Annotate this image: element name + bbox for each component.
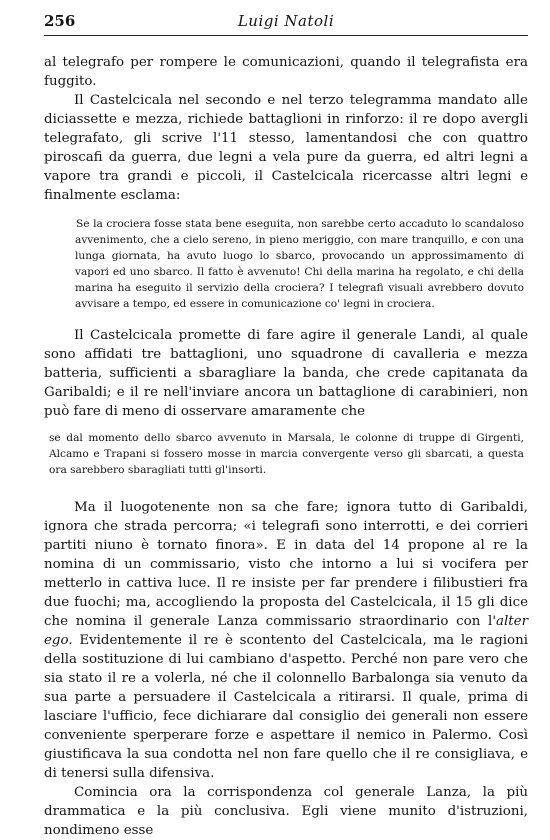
paragraph-landi: Il Castelcicala promette di fare agire il generale Landi, al quale sono affidati tre battaglioni, uno squadrone di cavalleria e mezza batteria, sufficienti a sbaragliare la banda, che crede capitanata da Garibaldi; e il re nell'inviare ancora un battaglione di carabinieri, non può fare di meno di osservare amaramente che xyxy=(44,328,528,419)
paragraph-lanza: Comincia ora la corrispondenza col generale Lanza, la più drammatica e la più conclusiva. Egli viene munito d'istruzioni, nondimeno esse xyxy=(44,785,528,838)
paragraph-luogotenente-text-2: Evidentemente il re è scontento del Castelcicala, ma le ragioni della sostituzione di lui cambiano d'aspetto. Perché non pare vero che sia stato il re a volerla, né che il colonnello Barbalonga sia venuto da sua parte a persuadere il Castelcicala a ritirarsi. Il quale, prima di lasciare l'ufficio, fece dichiarare dal consiglio dei generali non essere conveniente sperperare forze e aspettare il nemico in Palermo. Così giustificava la sua condotta nel non fare quello che il re consigliava, e di tenersi sulla difensiva. xyxy=(44,633,528,781)
block-quote-crociera: Se la crociera fosse stata bene eseguita, non sarebbe certo accaduto lo scandaloso avvenimento, che a cielo sereno, in pieno meriggio, con mare tranquillo, e con una lunga giornata, ha avuto luogo lo sbarco, provocando un approssimamento di vapori ed uno sbarco. Il fatto è avvenuto! Chi della marina ha regolato, e chi della marina ha eseguito il servizio della crociera? I telegrafi visuali avrebbero dovuto avvisare a tempo, ed essere in comunicazione co' legni in crociera. xyxy=(75,218,524,310)
header-rule xyxy=(44,35,528,36)
page-body xyxy=(44,53,528,840)
alter-ego-italic: alter ego. xyxy=(44,614,528,648)
paragraph-continuation: al telegrafo per rompere le comunicazioni, quando il telegrafista era fuggito. xyxy=(44,55,528,89)
running-head: Luigi Natoli xyxy=(237,12,335,30)
paragraph-luogotenente-text-1: Ma il luogotenente non sa che fare; ignora tutto di Garibaldi, ignora che strada percorra; «i telegrafi sono interrotti, e dei corrieri partiti niuno è tornato finora». E in data del 14 propone al re la nomina di un commissario, visto che intorno a lui si vocifera per metterlo in cattiva luce. Il re insiste per far prendere i filibustieri fra due fuochi; ma, accogliendo la proposta del Castelcicala, il 15 gli dice che nomina il generale Lanza commissario straordinario con l' xyxy=(44,500,528,629)
paragraph-castelcicala-telegram: Il Castelcicala nel secondo e nel terzo telegramma mandato alle diciassette e mezza, richiede battaglioni in rinforzo: il re dopo avergli telegrafato, gli scrive l'11 stesso, lamentandosi che con quattro piroscafi da guerra, due legni a vela pure da guerra, ed altri legni a vapore tra grandi e piccoli, il Castelcicala ricercasse altri legni e finalmente esclama: xyxy=(44,93,528,203)
page-number: 256 xyxy=(44,12,76,30)
page-header xyxy=(44,12,528,34)
block-quote-marsala: se dal momento dello sbarco avvenuto in Marsala, le colonne di truppe di Girgenti, Alcamo e Trapani si fossero mosse in marcia convergente verso gli sbarcati, a questa ora sarebbero sbaragliati tutti gl'insorti. xyxy=(49,432,524,476)
paragraph-luogotenente xyxy=(44,498,528,783)
